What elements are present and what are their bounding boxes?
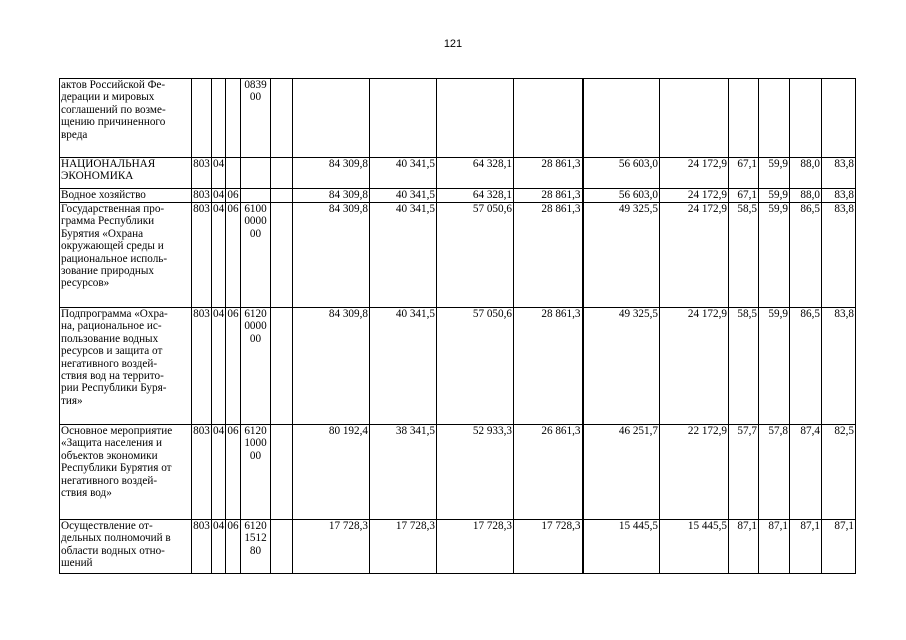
value-cell: 87,1 [729, 520, 759, 574]
row-name-line: пользование водных [61, 332, 159, 345]
value-cell: 87,1 [759, 520, 790, 574]
budget-table [59, 78, 856, 574]
row-name-line: ствия вод на террито- [61, 370, 164, 383]
table-body [60, 79, 856, 574]
csr-line: 80 [249, 544, 262, 557]
table-row [60, 203, 856, 308]
row-name-cell [60, 189, 192, 203]
row-name-cell [60, 203, 192, 308]
table-row [60, 79, 856, 158]
csr-cell [241, 79, 271, 158]
row-name-line: НАЦИОНАЛЬНАЯ [61, 158, 156, 170]
row-name-line: ресурсов» [61, 277, 110, 290]
value-cell: 17 728,3 [437, 520, 514, 574]
value-cell: 87,4 [790, 425, 822, 520]
row-name-line: вреда [61, 128, 88, 141]
row-name-line: Основное мероприятие [61, 425, 173, 437]
value-cell: 17 728,3 [293, 520, 370, 574]
value-cell: 15 445,5 [583, 520, 660, 574]
row-name-line: Подпрограмма «Охра- [61, 308, 168, 320]
value-cell: 40 341,5 [370, 203, 437, 308]
row-name-line: «Защита населения и [61, 437, 163, 450]
row-name-cell [60, 158, 192, 189]
value-cell: 59,9 [759, 308, 790, 425]
value-cell: 49 325,5 [583, 203, 660, 308]
row-name-line: дерации и мировых [61, 91, 155, 104]
rz-cell: 04 [212, 308, 226, 425]
value-cell: 57 050,6 [437, 308, 514, 425]
value-cell: 83,8 [822, 203, 856, 308]
value-cell: 24 172,9 [660, 158, 729, 189]
pr-cell: 06 [226, 520, 241, 574]
value-cell: 17 728,3 [514, 520, 583, 574]
row-name-cell [60, 79, 192, 158]
value-cell: 67,1 [729, 158, 759, 189]
value-cell: 46 251,7 [583, 425, 660, 520]
value-cell: 40 341,5 [370, 189, 437, 203]
value-cell: 24 172,9 [660, 308, 729, 425]
csr-cell [241, 520, 271, 574]
csr-cell [241, 308, 271, 425]
vr-cell [271, 425, 293, 520]
value-cell: 87,1 [822, 520, 856, 574]
csr-line: 6100 [244, 203, 267, 215]
value-cell [583, 79, 660, 158]
value-cell: 64 328,1 [437, 189, 514, 203]
csr-cell [241, 158, 271, 189]
page-number: 121 [443, 38, 463, 50]
csr-cell [241, 425, 271, 520]
csr-line: 00 [249, 449, 262, 462]
rz-cell: 04 [212, 520, 226, 574]
row-name-line: ресурсов и защита от [61, 345, 163, 358]
value-cell: 80 192,4 [293, 425, 370, 520]
row-name-line: области водных отно- [61, 544, 165, 557]
csr-cell [241, 203, 271, 308]
value-cell: 22 172,9 [660, 425, 729, 520]
value-cell: 40 341,5 [370, 308, 437, 425]
value-cell: 28 861,3 [514, 189, 583, 203]
row-name-line: зование природных [61, 265, 155, 278]
vr-cell [271, 308, 293, 425]
row-name-line: Осуществление от- [61, 520, 153, 532]
pr-cell [226, 158, 241, 189]
value-cell: 28 861,3 [514, 158, 583, 189]
row-name-cell [60, 425, 192, 520]
vr-cell [271, 158, 293, 189]
value-cell: 28 861,3 [514, 203, 583, 308]
csr-line: 6120 [244, 520, 267, 532]
row-name-line: грамма Республики [61, 215, 155, 228]
value-cell: 59,9 [759, 189, 790, 203]
value-cell: 57 050,6 [437, 203, 514, 308]
value-cell: 83,8 [822, 308, 856, 425]
pr-cell [226, 79, 241, 158]
value-cell [293, 79, 370, 158]
value-cell: 38 341,5 [370, 425, 437, 520]
pr-cell: 06 [227, 189, 239, 201]
value-cell: 88,0 [790, 189, 822, 203]
value-cell: 84 309,8 [293, 203, 370, 308]
value-cell: 84 309,8 [293, 158, 370, 189]
csr-line: 0000 [244, 215, 267, 228]
value-cell: 67,1 [729, 189, 759, 203]
rz-cell: 04 [212, 158, 226, 189]
row-name-line: негативного воздей- [61, 357, 158, 370]
vr-cell [271, 520, 293, 574]
table-row [60, 189, 856, 203]
value-cell: 56 603,0 [583, 158, 660, 189]
value-cell: 57,7 [729, 425, 759, 520]
table-row [60, 425, 856, 520]
row-name-line: шений [61, 557, 93, 570]
pr-cell: 06 [226, 308, 241, 425]
row-name-line: рии Республики Буря- [61, 382, 167, 395]
value-cell: 58,5 [729, 203, 759, 308]
row-name-line: негативного воздей- [61, 474, 158, 487]
rz-cell: 04 [213, 189, 225, 201]
pr-cell: 06 [226, 203, 241, 308]
grbs-cell: 803 [192, 308, 212, 425]
csr-line: 0000 [244, 320, 267, 333]
row-name-line: Бурятия «Охрана [61, 227, 144, 240]
value-cell [514, 79, 583, 158]
value-cell: 64 328,1 [437, 158, 514, 189]
value-cell: 26 861,3 [514, 425, 583, 520]
grbs-cell: 803 [192, 203, 212, 308]
value-cell: 83,8 [822, 158, 856, 189]
row-name-line: рациональное исполь- [61, 252, 168, 265]
table-row [60, 520, 856, 574]
table-row [60, 308, 856, 425]
value-cell: 84 309,8 [293, 308, 370, 425]
row-name-line: ЭКОНОМИКА [61, 170, 134, 183]
row-name-cell [60, 520, 192, 574]
row-name-line: Водное хозяйство [61, 189, 146, 201]
value-cell [729, 79, 759, 158]
csr-line: 6120 [244, 308, 267, 320]
row-name-line: дельных полномочий в [61, 532, 171, 545]
value-cell: 86,5 [790, 203, 822, 308]
csr-line: 0839 [244, 79, 267, 91]
row-name-cell [60, 308, 192, 425]
row-name-line: ствия вод» [61, 487, 112, 500]
value-cell: 40 341,5 [370, 158, 437, 189]
value-cell: 24 172,9 [660, 203, 729, 308]
row-name-line: окружающей среды и [61, 240, 164, 253]
value-cell [370, 79, 437, 158]
value-cell [660, 79, 729, 158]
csr-line: 00 [249, 91, 262, 104]
grbs-cell: 803 [192, 520, 212, 574]
value-cell: 58,5 [729, 308, 759, 425]
value-cell: 15 445,5 [660, 520, 729, 574]
rz-cell: 04 [212, 203, 226, 308]
value-cell [822, 79, 856, 158]
rz-cell: 04 [212, 425, 226, 520]
grbs-cell: 803 [192, 158, 212, 189]
value-cell: 57,8 [759, 425, 790, 520]
value-cell [790, 79, 822, 158]
value-cell [759, 79, 790, 158]
row-name-line: актов Российской Фе- [61, 79, 166, 91]
value-cell: 24 172,9 [660, 189, 729, 203]
value-cell: 59,9 [759, 158, 790, 189]
grbs-cell: 803 [193, 189, 210, 201]
csr-line: 1512 [244, 532, 267, 545]
value-cell [437, 79, 514, 158]
vr-cell [271, 79, 293, 158]
value-cell: 52 933,3 [437, 425, 514, 520]
csr-cell [241, 189, 271, 203]
row-name-line: тия» [61, 394, 83, 407]
vr-cell [271, 189, 293, 203]
csr-line: 1000 [244, 437, 267, 450]
csr-line: 6120 [244, 425, 267, 437]
row-name-line: Республики Бурятия от [61, 462, 172, 475]
table-row [60, 158, 856, 189]
row-name-line: на, рациональное ис- [61, 320, 162, 333]
value-cell: 86,5 [790, 308, 822, 425]
value-cell: 82,5 [822, 425, 856, 520]
rz-cell [212, 79, 226, 158]
pr-cell: 06 [226, 425, 241, 520]
row-name-line: Государственная про- [61, 203, 165, 215]
value-cell: 88,0 [790, 158, 822, 189]
grbs-cell: 803 [192, 425, 212, 520]
value-cell: 84 309,8 [293, 189, 370, 203]
grbs-cell [192, 79, 212, 158]
value-cell: 83,8 [822, 189, 856, 203]
row-name-line: объектов экономики [61, 449, 158, 462]
csr-line: 00 [249, 227, 262, 240]
value-cell: 49 325,5 [583, 308, 660, 425]
value-cell: 87,1 [790, 520, 822, 574]
value-cell: 59,9 [759, 203, 790, 308]
row-name-line: щению причиненного [61, 116, 166, 129]
value-cell: 28 861,3 [514, 308, 583, 425]
value-cell: 17 728,3 [370, 520, 437, 574]
vr-cell [271, 203, 293, 308]
csr-line: 00 [249, 332, 262, 345]
row-name-line: соглашений по возме- [61, 103, 166, 116]
value-cell: 56 603,0 [583, 189, 660, 203]
